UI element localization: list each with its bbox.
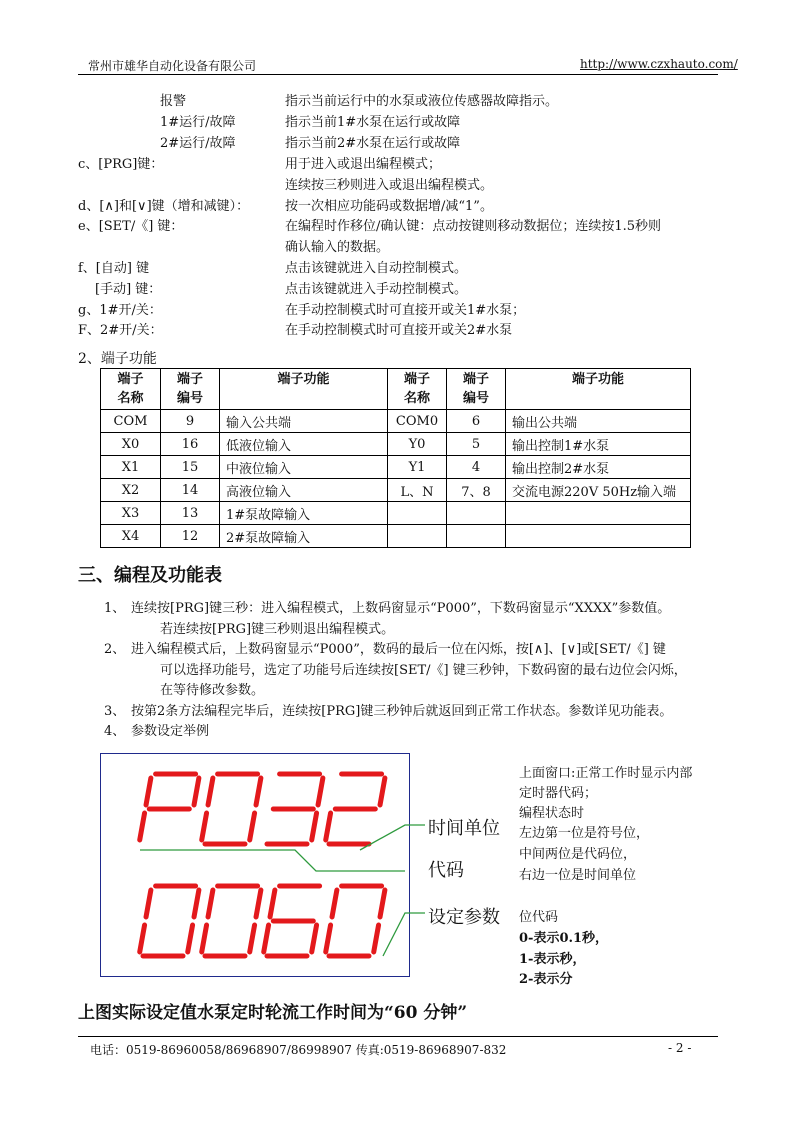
key-label: c、[PRG]键： (78, 157, 164, 172)
key-desc: 按一次相应功能码或数据增/减“1”。 (285, 199, 493, 214)
footer-divider (78, 1036, 718, 1037)
note-line: 2-表示分 (519, 972, 573, 987)
table-cell: Y1 (388, 456, 447, 479)
table-cell: X0 (101, 433, 161, 456)
key-desc: 确认输入的数据。 (285, 240, 390, 255)
column-header: 端子功能 (506, 369, 691, 410)
table-cell: X1 (101, 456, 161, 479)
key-label: d、[∧]和[∨]键（增和减键）： (78, 199, 250, 214)
table-cell: 9 (161, 410, 220, 433)
table-cell: 低液位输入 (220, 433, 388, 456)
table-row (101, 456, 691, 479)
header-divider (78, 74, 718, 75)
key-desc: 点击该键就进入自动控制模式。 (285, 261, 468, 276)
note-line: 上面窗口:正常工作时显示内部 (519, 766, 693, 781)
key-label: g、1#开/关： (78, 303, 162, 318)
table-cell: 5 (447, 433, 506, 456)
key-label: 报警 (160, 94, 187, 109)
table-cell (388, 502, 447, 525)
key-desc: 在手动控制模式时可直接开或关2#水泵 (285, 323, 513, 338)
step-text: 可以选择功能号，选定了功能号后连续按[SET/《] 键三秒钟，下数码窗的最右边位会闪烁， (160, 663, 687, 678)
step-number: 4、 (104, 724, 126, 739)
step-text: 进入编程模式后，上数码窗显示“P000”，数码的最后一位在闪烁，按[∧]、[∨]或[SET/《] 键 (131, 642, 666, 657)
step-text: 按第2条方法编程完毕后，连续按[PRG]键三秒钟后就返回到正常工作状态。参数详见功能表。 (131, 704, 673, 719)
table-cell: 输出公共端 (506, 410, 691, 433)
table-cell: Y0 (388, 433, 447, 456)
table-cell (447, 525, 506, 548)
table-cell: 12 (161, 525, 220, 548)
table-cell: 6 (447, 410, 506, 433)
table-cell: 4 (447, 456, 506, 479)
table-cell: 14 (161, 479, 220, 502)
key-label: F、2#开/关： (78, 323, 163, 338)
table-cell: 7、8 (447, 479, 506, 502)
table-cell: COM (101, 410, 161, 433)
note-line: 编程状态时 (519, 806, 585, 821)
table-row (101, 479, 691, 502)
step-text: 连续按[PRG]键三秒：进入编程模式，上数码窗显示“P000”，下数码窗显示“XXXX”参数值。 (131, 601, 671, 616)
table-cell (506, 502, 691, 525)
table-cell (447, 502, 506, 525)
step-text: 参数设定举例 (131, 724, 210, 739)
column-header: 端子 编号 (447, 369, 506, 410)
table-cell: 1#泵故障输入 (220, 502, 388, 525)
company-url-link[interactable]: http://www.czxhauto.com/ (580, 57, 738, 71)
key-desc: 指示当前2#水泵在运行或故障 (285, 136, 461, 151)
key-desc: 连续按三秒则进入或退出编程模式。 (285, 178, 494, 193)
table-cell: X3 (101, 502, 161, 525)
page-number: - 2 - (668, 1041, 692, 1055)
note-line: 左边第一位是符号位， (519, 826, 650, 841)
table-cell: 2#泵故障输入 (220, 525, 388, 548)
table-cell: 15 (161, 456, 220, 479)
column-header: 端子 名称 (101, 369, 161, 410)
table-cell: L、N (388, 479, 447, 502)
key-label: 1#运行/故障 (160, 115, 236, 130)
time-unit-callout: 时间单位 (428, 818, 500, 839)
key-desc: 指示当前运行中的水泵或液位传感器故障指示。 (285, 94, 559, 109)
key-label: f、[自动] 键 (78, 261, 150, 276)
terminal-table (100, 368, 691, 548)
key-label: [手动] 键： (95, 282, 162, 297)
code-callout-line (140, 850, 405, 871)
table-row (101, 525, 691, 548)
time-unit-callout-line (360, 825, 425, 850)
note-line: 右边一位是时间单位 (519, 868, 637, 883)
table-row (101, 502, 691, 525)
table-cell: X2 (101, 479, 161, 502)
key-desc: 点击该键就进入手动控制模式。 (285, 282, 468, 297)
table-cell: 输入公共端 (220, 410, 388, 433)
terminal-section-title: 2、端子功能 (78, 351, 157, 367)
conclusion-text: 上图实际设定值水泵定时轮流工作时间为“60 分钟” (78, 1003, 468, 1023)
step-text: 若连续按[PRG]键三秒则退出编程模式。 (160, 622, 395, 637)
note-line: 1-表示秒， (519, 952, 586, 967)
step-number: 2、 (104, 642, 126, 657)
code-callout: 代码 (428, 860, 464, 881)
table-cell: 输出控制2#水泵 (506, 456, 691, 479)
note-line: 位代码 (519, 910, 559, 925)
key-label: 2#运行/故障 (160, 136, 236, 151)
key-label: e、[SET/《] 键： (78, 219, 184, 234)
key-desc: 用于进入或退出编程模式； (285, 157, 442, 172)
column-header: 端子 名称 (388, 369, 447, 410)
note-line: 定时器代码； (519, 786, 598, 801)
table-cell: X4 (101, 525, 161, 548)
table-row (101, 410, 691, 433)
column-header: 端子 编号 (161, 369, 220, 410)
table-cell: 交流电源220V 50Hz输入端 (506, 479, 691, 502)
programming-section-title: 三、编程及功能表 (78, 565, 222, 586)
table-cell: 13 (161, 502, 220, 525)
company-name: 常州市雄华自动化设备有限公司 (88, 59, 257, 73)
table-row (101, 433, 691, 456)
table-cell: 输出控制1#水泵 (506, 433, 691, 456)
column-header: 端子功能 (220, 369, 388, 410)
key-desc: 指示当前1#水泵在运行或故障 (285, 115, 461, 130)
table-cell (506, 525, 691, 548)
table-cell: 中液位输入 (220, 456, 388, 479)
key-desc: 在编程时作移位/确认键：点动按键则移动数据位；连续按1.5秒则 (285, 219, 662, 234)
table-cell: 16 (161, 433, 220, 456)
setting-callout-line (383, 913, 425, 956)
note-line: 0-表示0.1秒， (519, 931, 609, 946)
callout-lines (100, 753, 430, 983)
table-cell: COM0 (388, 410, 447, 433)
table-cell: 高液位输入 (220, 479, 388, 502)
step-number: 1、 (104, 601, 126, 616)
step-text: 在等待修改参数。 (160, 683, 265, 698)
setting-param-callout: 设定参数 (428, 907, 500, 928)
key-desc: 在手动控制模式时可直接开或关1#水泵； (285, 303, 526, 318)
table-cell (388, 525, 447, 548)
note-line: 中间两位是代码位， (519, 847, 637, 862)
footer-contact: 电话：0519-86960058/86968907/86998907 传真:0519-86968907-832 (90, 1043, 507, 1057)
step-number: 3、 (104, 704, 126, 719)
table-header-row (101, 369, 691, 410)
